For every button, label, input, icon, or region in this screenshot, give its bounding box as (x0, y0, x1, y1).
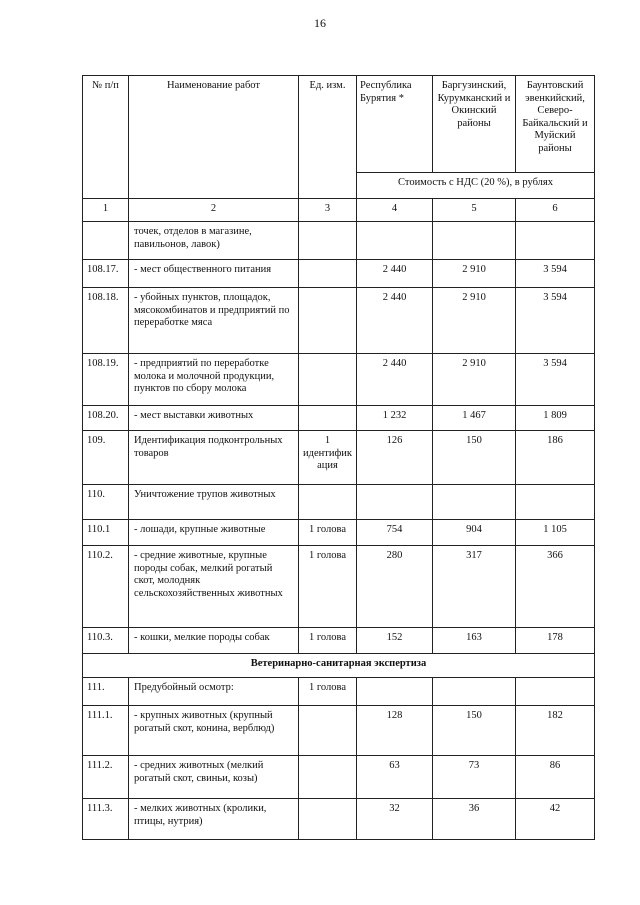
column-number: 1 (83, 199, 129, 222)
row-number: 108.20. (83, 406, 129, 431)
table-row (83, 406, 595, 431)
row-value-region2: 163 (433, 628, 516, 654)
table-row (83, 628, 595, 654)
row-name: Уничтожение трупов животных (129, 485, 299, 520)
row-number: 111.3. (83, 799, 129, 840)
row-value-region3: 1 809 (516, 406, 595, 431)
row-value-region3: 3 594 (516, 354, 595, 406)
column-number: 6 (516, 199, 595, 222)
row-value-region2: 150 (433, 431, 516, 485)
row-name: - мелких животных (кролики, птицы, нутрия) (129, 799, 299, 840)
row-value-region2: 2 910 (433, 288, 516, 354)
row-value-region3: 182 (516, 706, 595, 756)
row-value-region1: 126 (357, 431, 433, 485)
header-no: № п/п (83, 76, 129, 199)
row-number: 110.1 (83, 520, 129, 546)
row-number: 111.2. (83, 756, 129, 799)
row-number: 109. (83, 431, 129, 485)
row-value-region2: 2 910 (433, 354, 516, 406)
row-name: - кошки, мелкие породы собак (129, 628, 299, 654)
row-value-region1: 2 440 (357, 288, 433, 354)
row-value-region3 (516, 222, 595, 260)
cost-caption: Стоимость с НДС (20 %), в рублях (357, 173, 595, 199)
row-number: 108.17. (83, 260, 129, 288)
row-number: 110.3. (83, 628, 129, 654)
table-row (83, 546, 595, 628)
row-number: 111.1. (83, 706, 129, 756)
table-row (83, 485, 595, 520)
row-value-region1 (357, 222, 433, 260)
section-title: Ветеринарно-санитарная экспертиза (83, 654, 595, 678)
row-name: - крупных животных (крупный рогатый скот, конина, верблюд) (129, 706, 299, 756)
row-name: - мест общественного питания (129, 260, 299, 288)
header-row (83, 76, 595, 173)
column-number: 2 (129, 199, 299, 222)
row-number: 111. (83, 678, 129, 706)
row-value-region3: 3 594 (516, 288, 595, 354)
row-name: - средних животных (мелкий рогатый скот, свиньи, козы) (129, 756, 299, 799)
row-value-region3 (516, 678, 595, 706)
row-number (83, 222, 129, 260)
column-number: 5 (433, 199, 516, 222)
row-value-region1: 754 (357, 520, 433, 546)
table-row (83, 756, 595, 799)
row-value-region3: 3 594 (516, 260, 595, 288)
row-unit (299, 799, 357, 840)
row-value-region1: 2 440 (357, 260, 433, 288)
column-number: 4 (357, 199, 433, 222)
row-value-region2 (433, 222, 516, 260)
row-unit (299, 222, 357, 260)
row-number: 108.19. (83, 354, 129, 406)
row-name: точек, отделов в магазине, павильонов, лавок) (129, 222, 299, 260)
row-value-region1: 1 232 (357, 406, 433, 431)
row-value-region1 (357, 485, 433, 520)
row-value-region2: 317 (433, 546, 516, 628)
row-name: - убойных пунктов, площадок, мясокомбинатов и предприятий по переработке мяса (129, 288, 299, 354)
row-value-region1: 32 (357, 799, 433, 840)
row-unit (299, 288, 357, 354)
row-value-region3: 178 (516, 628, 595, 654)
row-number: 110.2. (83, 546, 129, 628)
row-value-region3: 186 (516, 431, 595, 485)
table-row (83, 354, 595, 406)
row-name: - средние животные, крупные породы собак, мелкий рогатый скот, молодняк сельскохозяйственных животных (129, 546, 299, 628)
row-value-region1: 2 440 (357, 354, 433, 406)
table-row (83, 431, 595, 485)
row-value-region2: 150 (433, 706, 516, 756)
page-number: 16 (314, 16, 326, 30)
table-row (83, 678, 595, 706)
header-name: Наименование работ (129, 76, 299, 199)
row-unit (299, 406, 357, 431)
row-unit (299, 706, 357, 756)
column-number: 3 (299, 199, 357, 222)
row-value-region1: 280 (357, 546, 433, 628)
section-row (83, 654, 595, 678)
row-name: Идентификация подконтрольных товаров (129, 431, 299, 485)
row-unit (299, 485, 357, 520)
row-value-region1 (357, 678, 433, 706)
row-unit: 1 голова (299, 628, 357, 654)
row-value-region3 (516, 485, 595, 520)
price-table (82, 75, 595, 840)
row-value-region2: 904 (433, 520, 516, 546)
row-value-region2: 1 467 (433, 406, 516, 431)
row-unit (299, 354, 357, 406)
header-region1: Республика Бурятия * (357, 76, 433, 173)
row-unit (299, 260, 357, 288)
row-value-region2: 73 (433, 756, 516, 799)
row-name: - лошади, крупные животные (129, 520, 299, 546)
row-value-region3: 366 (516, 546, 595, 628)
row-unit: 1 голова (299, 678, 357, 706)
row-value-region1: 63 (357, 756, 433, 799)
table-row (83, 260, 595, 288)
row-name: Предубойный осмотр: (129, 678, 299, 706)
table-row (83, 288, 595, 354)
row-unit: 1 голова (299, 546, 357, 628)
row-unit (299, 756, 357, 799)
table-row (83, 799, 595, 840)
table-row (83, 520, 595, 546)
table-row (83, 706, 595, 756)
row-value-region3: 86 (516, 756, 595, 799)
row-number: 108.18. (83, 288, 129, 354)
row-unit: 1 идентификация (299, 431, 357, 485)
table-row (83, 222, 595, 260)
header-region2: Баргузинский, Курумканский и Окинский районы (433, 76, 516, 173)
row-value-region2: 36 (433, 799, 516, 840)
row-value-region2: 2 910 (433, 260, 516, 288)
row-name: - мест выставки животных (129, 406, 299, 431)
row-value-region1: 128 (357, 706, 433, 756)
header-unit: Ед. изм. (299, 76, 357, 199)
row-name: - предприятий по переработке молока и молочной продукции, пунктов по сбору молока (129, 354, 299, 406)
column-numbers-row (83, 199, 595, 222)
row-unit: 1 голова (299, 520, 357, 546)
row-value-region2 (433, 485, 516, 520)
row-value-region2 (433, 678, 516, 706)
header-region3: Баунтовский эвенкийский, Северо-Байкальский и Муйский районы (516, 76, 595, 173)
row-number: 110. (83, 485, 129, 520)
row-value-region3: 42 (516, 799, 595, 840)
row-value-region1: 152 (357, 628, 433, 654)
row-value-region3: 1 105 (516, 520, 595, 546)
